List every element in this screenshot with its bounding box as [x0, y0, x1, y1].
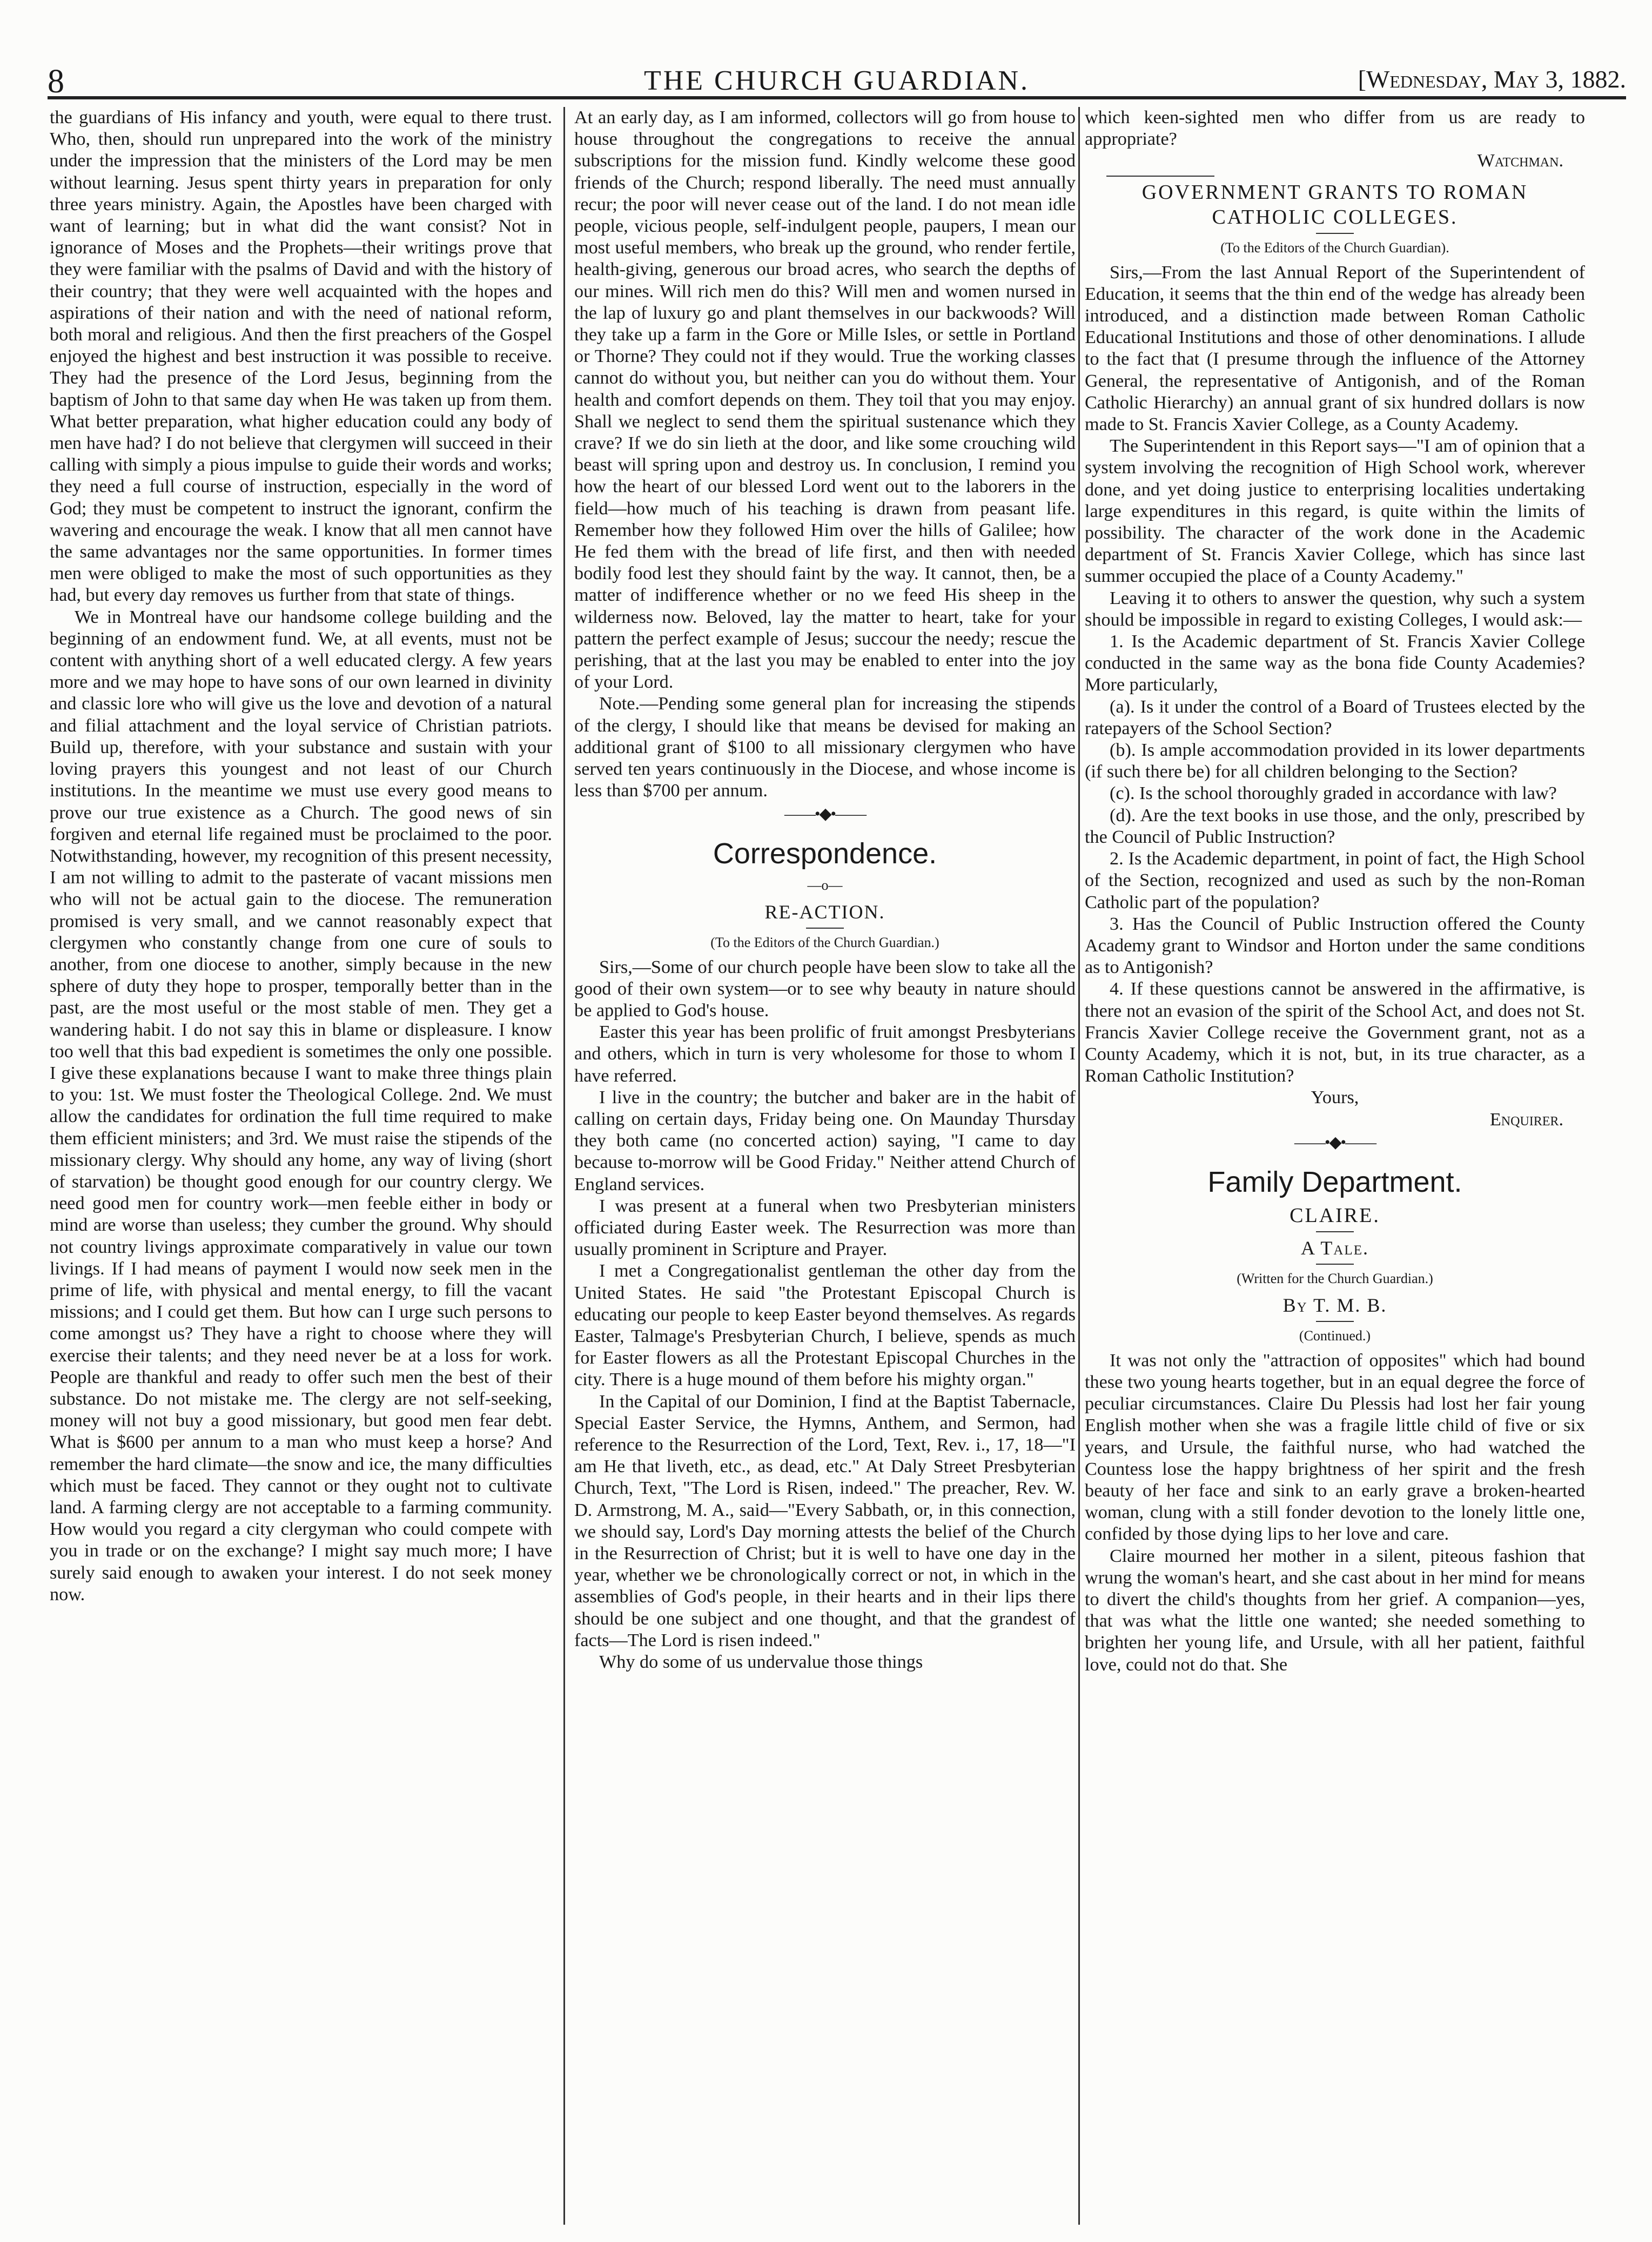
letter-paragraph: (b). Is ample accommodation provided in its lower departments (if such there be) for all children belonging to the Section? [1085, 740, 1585, 782]
to-editors-note: (To the Editors of the Church Guardian). [1220, 239, 1449, 256]
closing-yours: Yours, [1311, 1088, 1359, 1108]
page-number: 8 [48, 63, 64, 100]
short-rule [806, 928, 844, 929]
letter-paragraph: Leaving it to others to answer the question, why such a system should be impossible in regard to existing Colleges, I would ask:— [1085, 588, 1585, 630]
article-title-reaction: RE-ACTION. [764, 901, 885, 923]
column-2-paragraph: At an early day, as I am informed, collectors will go from house to house throughout the congregations to receive the annual subscriptions for the mission fund. Kindly welcome these good friends of the Church; respond liberally. The need must annually recur; the poor will never cease out of the land. I do not mean idle people, vicious people, self-indulgent people, paupers, I mean our most useful members, who break up the ground, who render fertile, health-giving, generous our broad acres, who search the depths of our mines. Will rich men do this? Will men and women nursed in the lap of luxury go and plant themselves in our backwoods? Will they take up a farm in the Gore or Mille Isles, or settle in Portland or Thorne? They could not if they would. True the working classes cannot do without you, but neither can you do without them. Your health and comfort depends on them. They toil that you may enjoy. Shall we neglect to send them the spiritual sustenance which they crave? If we do sin lieth at the door, and like some crouching wild beast will spring upon and destroy us. In conclusion, I remind you how the heart of our blessed Lord went out to the laborers in the field—how much of his teaching is drawn from peasant life. Remember how they followed Him over the hills of Galilee; how He fed them with the bread of life first, and then with needed bodily food lest they should faint by the way. It cannot, then, be a matter of indifference whether or no we feed His sheep in the wilderness now. Beloved, lay the matter to heart, take for your pattern the perfect example of Jesus; succour the needy; rescue the perishing, that at the last you may be enabled to enter into the joy of your Lord. [574, 108, 1076, 693]
story-paragraph: It was not only the "attraction of opposites" which had bound these two young hearts together, but in an equal degree the force of peculiar circumstances. Claire Du Plessis had lost her fair young English mother when she was a fragile little child of five or six years, and Ursule, the faithful nurse, who had watched the Countess lose the happy brightness of her spirit and the fresh beauty of her face and sink to an early grave a broken-hearted woman, clung with a still fonder devotion to the lonely little one, confided by those dying lips to her love and care. [1085, 1350, 1585, 1545]
column-divider-2 [1078, 107, 1080, 2225]
letter-paragraph: Easter this year has been prolific of fruit amongst Presbyterians and others, which in turn is very wholesome for those to whom I have referred. [574, 1022, 1076, 1086]
column-1 [50, 107, 552, 2225]
signature-enquirer: Enquirer. [1489, 1109, 1563, 1130]
to-editors-note: (To the Editors of the Church Guardian.) [710, 934, 939, 950]
ornament-divider: ——•◆•—— [1294, 1133, 1376, 1151]
column-3-paragraph: which keen-sighted men who differ from us are ready to appropriate? [1085, 108, 1585, 150]
article-title-grants: GOVERNMENT GRANTS TO ROMAN CATHOLIC COLLEGES. [1141, 180, 1528, 229]
letter-paragraph: (c). Is the school thoroughly graded in accordance with law? [1110, 783, 1557, 804]
signature-watchman: Watchman. [1477, 151, 1563, 171]
issue-date: [Wednesday, May 3, 1882. [1358, 65, 1626, 93]
section-heading-correspondence: Correspondence. [713, 837, 937, 870]
column-1-paragraph: the guardians of His infancy and youth, were equal to there trust. Who, then, should run unprepared into the work of the ministry under the impression that the ministers of the Lord may be men without learning. Jesus spent thirty years in preparation for only three years ministry. Again, the Apostles have been charged with want of learning; but in what did the want consist? Not in ignorance of Moses and the Prophets—their writings prove that they were familiar with the psalms of David and with the history of their country; that they were well acquainted with the hopes and aspirations of their nation and with the need of national reform, both moral and religious. And then the first preachers of the Gospel enjoyed the highest and best instruction it was possible to receive. They had the presence of the Lord Jesus, beginning from the baptism of John to that same day when He was taken up from them. What better preparation, what higher education could any body of men have had? I do not believe that clergymen will succeed in their calling with simply a pious impulse to guide their words and works; they need a full course of instruction, especially in the word of God; they must be competent to instruct the ignorant, confirm the wavering and encourage the weak. I know that all men cannot have the same advantages nor the same opportunities. In former times men were obliged to make the most of such opportunities as they had, but every day removes us further from that state of things. [50, 108, 552, 606]
letter-paragraph: (a). Is it under the control of a Board of Trustees elected by the ratepayers of the School Section? [1085, 696, 1585, 739]
short-rule [1106, 176, 1214, 177]
letter-paragraph: Why do some of us undervalue those things [599, 1652, 923, 1672]
note-paragraph: Note.—Pending some general plan for increasing the stipends of the clergy, I should like that means be devised for making an additional grant of $100 to all missionary clergymen who have served ten years continuously in the Diocese, and whose income is less than $700 per annum. [574, 694, 1076, 801]
story-title: CLAIRE. [1290, 1204, 1380, 1227]
short-rule [1316, 1231, 1354, 1232]
letter-paragraph: I met a Congregationalist gentleman the other day from the United States. He said "the Protestant Episcopal Church is educating our people to keep Easter beyond themselves. As regards Easter, Talmage's Presbyterian Church, I believe, spends as much for Easter flowers as all the Protestant Episcopal Churches in the city. There is a huge mound of them before his mighty organ." [574, 1261, 1076, 1390]
column-2 [574, 107, 1076, 2225]
column-1-paragraph: We in Montreal have our handsome college building and the beginning of an endowment fund. We, at all events, must not be content with anything short of a well educated clergy. A few years more and we may hope to have sons of our own learned in divinity and classic lore who will give us the love and devotion of a natural and filial attachment and the loyal service of Christian patriots. Build up, therefore, with your substance and sustain with your loving prayers this youngest and not least of our Church institutions. In the meantime we must use every good means to prove our true existence as a Church. The good news of sin forgiven and eternal life regained must be proclaimed to the poor. Notwithstanding, however, my recognition of this present necessity, I am not willing to admit to the pasterate of vacant missions men who will not be actual gain to the diocese. The remuneration promised is very small, and we cannot reasonably expect that clergymen who constantly change from one cure of souls to another, from one diocese to another, simply because in the new sphere of duty they hope to prosper, temporally better than in the past, are the most useful or the most stable of men. They get a wandering habit. I do not say this in blame or displeasure. I know too well that this bad expedient is sometimes the only one possible. I give these explanations because I want to make three things plain to you: 1st. We must foster the Theological College. 2nd. We must allow the candidates for ordination the full time required to make them efficient ministers; and 3rd. We must raise the stipends of the missionary clergy. Why should any home, any way of living (short of starvation) be thought good enough for our country clergy. We need good men for country work—men feeble either in body or mind are worse than useless; they cumber the ground. Why should not country livings approximate comparatively in value our town livings. If I had means of payment I would now seek men in the prime of life, with physical and mental energy, to fill the vacant missions; and I could get them. But how can I urge such persons to come amongst us? They have a right to choose where they will exercise their talents; and they need never be at a loss for work. People are thankful and ready to offer such men the best of their substance. Do not mistake me. The clergy are not self-seeking, money will not buy a good missionary, but good men fear debt. What is $600 per annum to a man who must keep a horse? And remember the hard climate—the snow and ice, the many difficulties which must be faced. They cannot or they ought not to cultivate land. A farming clergy are not acceptable to a farming community. How would you regard a city clergyman who could compete with you in trade or on the exchange? I might say much more; I have surely said enough to awaken your interest. I do not seek money now. [50, 607, 552, 1605]
column-3 [1085, 107, 1585, 2225]
letter-paragraph: Sirs,—From the last Annual Report of the Superintendent of Education, it seems that the thin end of the wedge has already been introduced, and a distinction made between Roman Catholic Educational Institutions and those of other denominations. I allude to the fact that (I presume through the influence of the Attorney General, the representative of Antigonish, and of the Roman Catholic Hierarchy) an annual grant of six hundred dollars is now made to St. Francis Xavier College, as a County Academy. [1085, 262, 1585, 435]
byline: By T. M. B. [1282, 1294, 1387, 1316]
short-rule [1316, 1264, 1354, 1265]
dash-divider: —o— [807, 877, 843, 893]
letter-paragraph: Sirs,—Some of our church people have been slow to take all the good of their own system—or to see why beauty in nature should be applied to God's house. [574, 957, 1076, 1021]
story-paragraph: Claire mourned her mother in a silent, piteous fashion that wrung the woman's heart, and she cast about in her mind for means to divert the child's thoughts from her grief. A companion—yes, that was what the little one wanted; she needed something to brighten her young life, and Ursule, with all her patient, faithful love, could not do that. She [1085, 1546, 1585, 1675]
letter-paragraph: (d). Are the text books in use those, and the only, prescribed by the Council of Public Instruction? [1085, 805, 1585, 847]
letter-paragraph: 3. Has the Council of Public Instruction offered the County Academy grant to Windsor and Horton under the same conditions as to Antigonish? [1085, 914, 1585, 978]
letter-paragraph: The Superintendent in this Report says—"I am of opinion that a system involving the recognition of High School work, wherever done, and yet doing justice to enterprising localities undertaking large expenditures in this regard, is quite within the limits of possibility. The character of the work done in the Academic department of St. Francis Xavier College, which has since last summer occupied the place of a County Academy." [1085, 436, 1585, 587]
newspaper-title: THE CHURCH GUARDIAN. [643, 65, 1030, 96]
letter-paragraph: In the Capital of our Dominion, I find at the Baptist Tabernacle, Special Easter Service, the Hymns, Anthem, and Sermon, had reference to the Resurrection of the Lord, Text, Rev. i., 17, 18—"I am He that liveth, etc., as dead, etc." At Daly Street Presbyterian Church, Text, "The Lord is Risen, indeed." The preacher, Rev. W. D. Armstrong, M. A., said—"Every Sabbath, or, in this connection, we should say, Lord's Day morning attests the belief of the Church in the Resurrection of Christ; but it is well to have one day in the year, whether we be chronologically correct or not, in which in the assemblies of God's people, in their hearts and in their lips there should be one subject and one thought, and that the grandest of facts—The Lord is risen indeed." [574, 1391, 1076, 1650]
short-rule [1316, 233, 1354, 234]
letter-paragraph: I was present at a funeral when two Presbyterian ministers officiated during Easter week. The Resurrection was more than usually prominent in Scripture and Prayer. [574, 1196, 1076, 1260]
letter-paragraph: 4. If these questions cannot be answered in the affirmative, is there not an evasion of the spirit of the School Act, and does not St. Francis Xavier College receive the Government grant, not as a County Academy, which it is not, but, in its true character, as a Roman Catholic Institution? [1085, 979, 1585, 1086]
continued-note: (Continued.) [1299, 1327, 1371, 1344]
written-for-note: (Written for the Church Guardian.) [1237, 1270, 1433, 1286]
letter-paragraph: I live in the country; the butcher and baker are in the habit of calling on certain days, Friday being one. On Maunday Thursday they both came (no concerted action) saying, "I came to day because to-morrow will be Good Friday." Neither attend Church of England services. [574, 1087, 1076, 1194]
column-divider-1 [563, 107, 565, 2225]
short-rule [1316, 1321, 1354, 1322]
letter-paragraph: 2. Is the Academic department, in point of fact, the High School of the Section, recognized and used as such by the non-Roman Catholic part of the population? [1085, 849, 1585, 912]
ornament-divider: ——•◆•—— [784, 804, 866, 823]
masthead-rule [48, 96, 1626, 99]
letter-paragraph: 1. Is the Academic department of St. Francis Xavier College conducted in the same way as the bona fide County Academies? More particularly, [1085, 632, 1585, 695]
section-heading-family: Family Department. [1207, 1165, 1462, 1198]
masthead [48, 53, 1626, 102]
story-subtitle: A Tale. [1301, 1237, 1369, 1259]
